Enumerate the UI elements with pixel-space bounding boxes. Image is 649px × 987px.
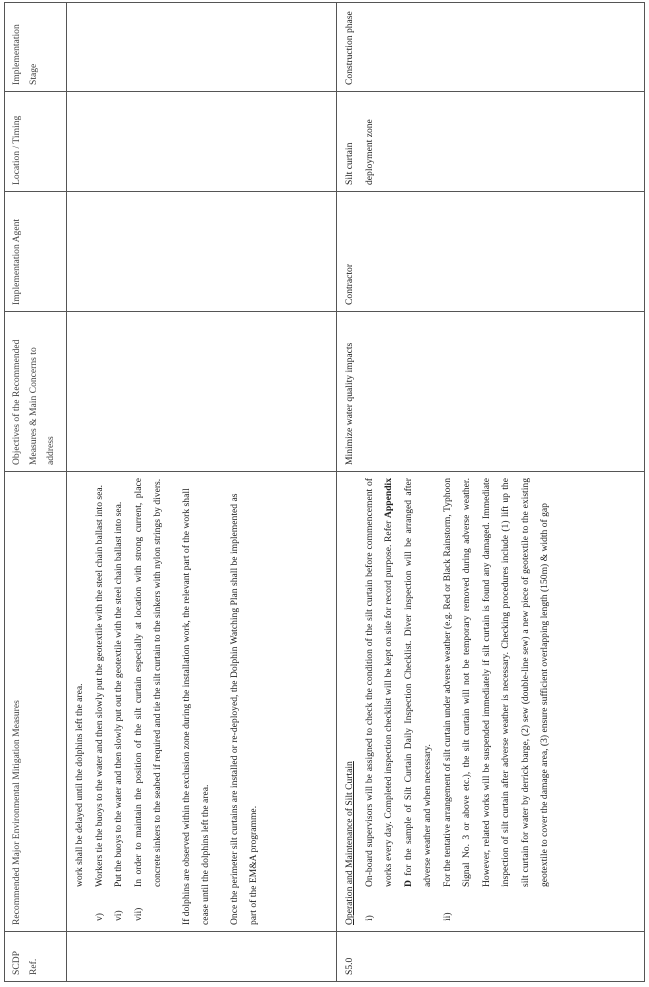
paragraph: If dolphins are observed within the exclusion zone during the installation work, the relevant part of the work shall cease until the dolphins left the area. [180,488,211,925]
list-number: vii) [132,907,144,921]
header-agent: Implementation Agent [5,192,67,312]
row2-measures [337,472,645,932]
row1-location [67,92,337,192]
table-header-row [5,3,67,982]
continued-text: work shall be delayed until the dolphins left the area. [74,683,85,887]
header-location: Location / Timing [5,92,67,192]
table-row [337,3,645,982]
list-text: In order to maintain the position of the silt curtain especially at location with strong current, place concrete sinkers to the seabed if required and tie the silt curtain to the sinkers with nylon strings by divers. [132,478,163,887]
row2-agent: Contractor [337,192,645,312]
header-objectives: Objectives of the Recommended Measures & Main Concerns to address [5,312,67,472]
row2-location: Silt curtain deployment zone [337,92,645,192]
row1-objectives [67,312,337,472]
list-item [129,478,168,925]
list-text: For the tentative arrangement of silt curtain under adverse weather (e.g. Red or Black Rainstorm, Typhoon Signal No. 3 or above etc.), the silt curtain will not be temporary removed during adverse weather. However, related works will be suspended immediately if silt curtain is found any damaged. Immediate inspection of silt curtain after adverse weather is necessary. Checking procedures include (1) lift up the silt curtain for water by derrick barge, (2) sew (double-line sew) a new piece of geotextile to the existing geotextile to cover the damage area, (3) ensure sufficient overlapping length (150m) & width of gap [441,478,550,887]
list-text: Put the buoys to the water and then slowly put out the geotextile with the steel chain ballast into sea. [113,501,124,887]
row2-objectives: Minimize water quality impacts [337,312,645,472]
header-ref: SCDP Ref. [5,932,67,982]
list-number: v) [93,913,105,921]
list-item [109,478,129,925]
row2-stage: Construction phase [337,3,645,92]
mitigation-measures-table [4,2,645,982]
paragraph: Once the perimeter silt curtains are installed or re-deployed, the Dolphin Watching Plan shall be implemented as part of the EM&A programme. [228,493,259,925]
list-text: On-board supervisors will be assigned to check the condition of the silt curtain before commencement of works every day. Completed inspection checklist will be kept on site for record purpose. Refer Appendix D for the sample of Silt Curtain Daily Inspection Checklist. Diver inspection will be arranged after adverse weather and when necessary. [363,478,433,887]
appendix-reference: Appendix D [383,478,414,887]
row1-ref [67,932,337,982]
section-heading: Operation and Maintenance of Silt Curtain [344,761,355,925]
list-number: i) [363,915,375,921]
list-item [438,478,555,925]
list-item [360,478,438,925]
header-stage: Implementation Stage [5,3,67,92]
row2-ref: S5.0 [337,932,645,982]
row1-agent [67,192,337,312]
list-text: Workers tie the buoys to the water and then slowly put the geotextile with the steel chain ballast into sea. [93,484,105,887]
header-measures: Recommended Major Environmental Mitigation Measures [5,472,67,932]
list-item [90,478,110,925]
list-number: ii) [441,912,453,921]
list-number: vi) [113,910,124,921]
row1-measures [67,472,337,932]
table-row [67,3,337,982]
row1-stage [67,3,337,92]
